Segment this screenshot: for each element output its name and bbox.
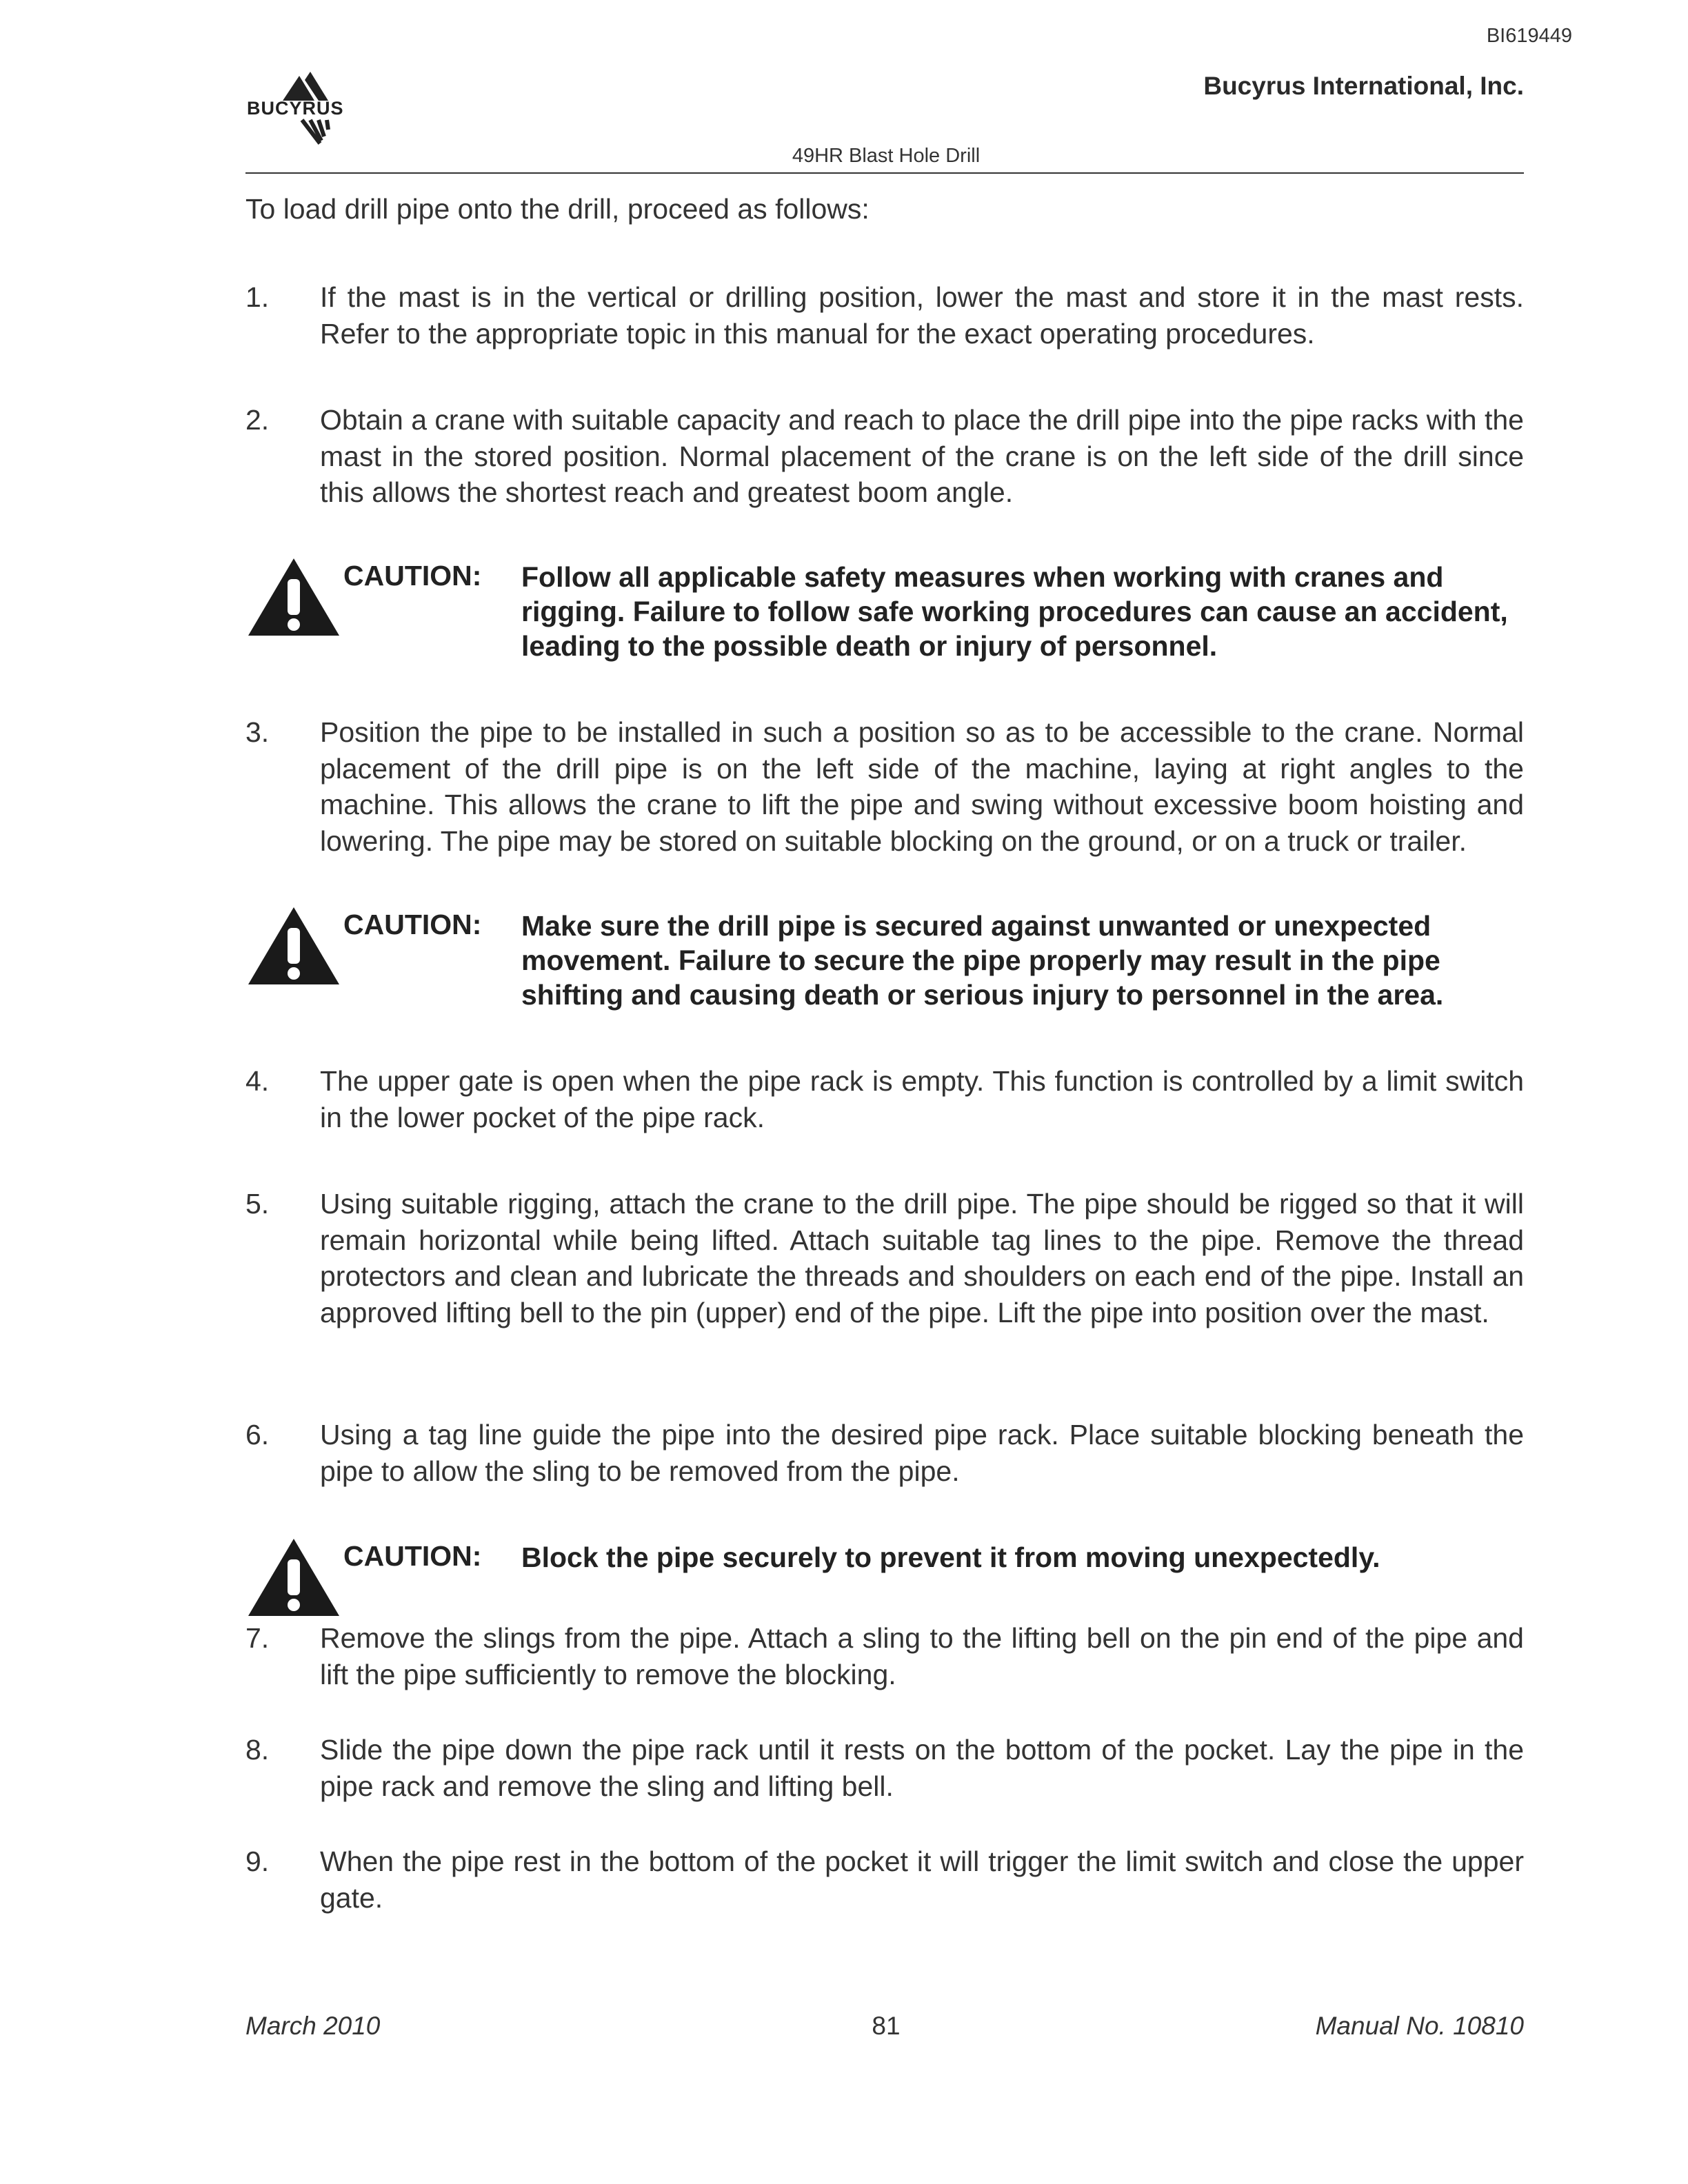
step-text: Using suitable rigging, attach the crane to the drill pipe. The pipe should be rigged so that it will remain horizontal while being lifted. Attach suitable tag lines to the pipe. Remove the thread protectors and clean and lubricate the threads and shoulders on each end of the pipe. Install an approved lifting bell to the pin (upper) end of the pipe. Lift the pipe into position over the mast. — [320, 1188, 1524, 1328]
step-1 — [245, 279, 1524, 352]
header-divider — [245, 172, 1524, 174]
step-number: 3. — [245, 716, 270, 748]
step-number: 7. — [245, 1622, 270, 1654]
step-text: When the pipe rest in the bottom of the pocket it will trigger the limit switch and close the upper gate. — [320, 1846, 1524, 1914]
company-logo — [243, 72, 367, 153]
step-text: Remove the slings from the pipe. Attach a sling to the lifting bell on the pin end of the pipe and lift the pipe sufficiently to remove the blocking. — [320, 1622, 1524, 1690]
document-subtitle: 49HR Blast Hole Drill — [792, 145, 981, 167]
intro-text: To load drill pipe onto the drill, proceed as follows: — [245, 193, 870, 225]
step-3 — [245, 714, 1524, 859]
step-number: 9. — [245, 1846, 270, 1877]
manual-number: Manual No. 10810 — [1315, 2012, 1524, 2040]
caution-message: Follow all applicable safety measures when working with cranes and rigging. Failure to follow safe working procedures can cause an accident, leading to the possible death or injury of personnel. — [521, 561, 1508, 662]
step-text: Obtain a crane with suitable capacity and reach to place the drill pipe into the pipe racks with the mast in the stored position. Normal placement of the crane is on the left side of the drill since this allows the shortest reach and greatest boom angle. — [320, 404, 1524, 508]
page-number: 81 — [872, 2012, 901, 2040]
step-number: 6. — [245, 1419, 270, 1450]
step-number: 8. — [245, 1734, 270, 1766]
step-text: If the mast is in the vertical or drilling position, lower the mast and store it in the mast rests. Refer to the appropriate topic in this manual for the exact operating procedures. — [320, 281, 1524, 350]
step-9 — [245, 1843, 1524, 1916]
step-8 — [245, 1732, 1524, 1804]
caution-label: CAUTION: — [343, 560, 482, 592]
step-text: Position the pipe to be installed in such a position so as to be accessible to the crane. Normal placement of the drill pipe is on the left side of the machine, laying at right angles to the machine. This allows the crane to lift the pipe and swing without excessive boom hoisting and lowering. The pipe may be stored on suitable blocking on the ground, or on a truck or trailer. — [320, 716, 1524, 857]
warning-icon — [245, 556, 342, 638]
caution-label: CAUTION: — [343, 1540, 482, 1572]
caution-message: Make sure the drill pipe is secured against unwanted or unexpected movement. Failure to secure the pipe properly may result in the pipe shifting and causing death or serious injury to personnel in the area. — [521, 910, 1444, 1011]
logo-wordmark: BUCYRUS — [247, 98, 344, 119]
company-name: Bucyrus International, Inc. — [1203, 72, 1524, 100]
caution-label: CAUTION: — [343, 909, 482, 940]
step-number: 4. — [245, 1065, 270, 1097]
step-4 — [245, 1063, 1524, 1135]
doc-id: BI619449 — [1486, 25, 1572, 47]
warning-icon — [245, 1536, 342, 1619]
caution-message: Block the pipe securely to prevent it from moving unexpectedly. — [521, 1541, 1380, 1573]
step-number: 1. — [245, 281, 270, 313]
step-text: The upper gate is open when the pipe rack is empty. This function is controlled by a limit switch in the lower pocket of the pipe rack. — [320, 1065, 1524, 1133]
step-number: 5. — [245, 1188, 270, 1220]
step-5 — [245, 1186, 1524, 1331]
step-text: Slide the pipe down the pipe rack until it rests on the bottom of the pocket. Lay the pipe in the pipe rack and remove the sling and lifting bell. — [320, 1734, 1524, 1802]
step-7 — [245, 1620, 1524, 1692]
step-2 — [245, 402, 1524, 511]
footer-date: March 2010 — [245, 2012, 381, 2040]
step-number: 2. — [245, 404, 270, 436]
step-text: Using a tag line guide the pipe into the desired pipe rack. Place suitable blocking beneath the pipe to allow the sling to be removed from the pipe. — [320, 1419, 1524, 1487]
step-6 — [245, 1417, 1524, 1489]
warning-icon — [245, 904, 342, 987]
